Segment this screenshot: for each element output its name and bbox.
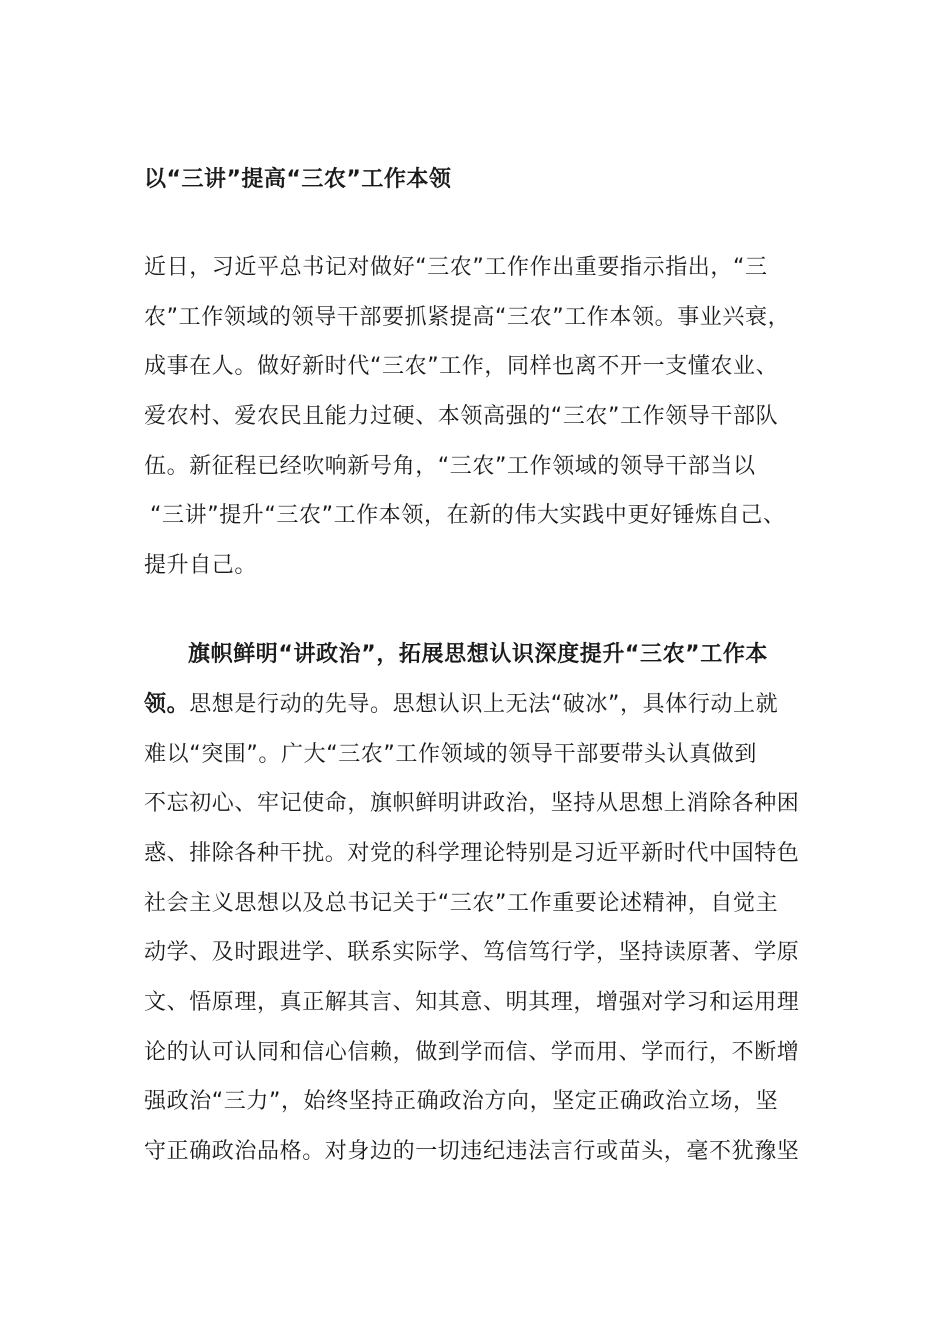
paragraph-1-line-5: 伍。新征程已经吹响新号角，“三农”工作领域的领导干部当以 bbox=[144, 454, 756, 479]
paragraph-1-line-7: 提升自己。 bbox=[144, 553, 258, 578]
paragraph-2-line-10: 守正确政治品格。对身边的一切违纪违法言行或苗头，毫不犹豫坚 bbox=[144, 1139, 800, 1164]
paragraph-2-line-7: 文、悟原理，真正解其言、知其意、明其理，增强对学习和运用理 bbox=[144, 990, 800, 1015]
paragraph-1-line-6: “三讲”提升“三农”工作本领，在新的伟大实践中更好锤炼自己、 bbox=[150, 503, 786, 528]
paragraph-1-line-3: 成事在人。做好新时代“三农”工作，同样也离不开一支懂农业、 bbox=[144, 354, 779, 379]
document-title: 以“三讲”提高“三农”工作本领 bbox=[144, 167, 452, 192]
paragraph-2-heading: 旗帜鲜明“讲政治”，拓展思想认识深度提升“三农”工作本 bbox=[188, 642, 769, 667]
paragraph-2-line-1 bbox=[144, 690, 778, 720]
paragraph-2-line-9: 强政治“三力”，始终坚持正确政治方向，坚定正确政治立场，坚 bbox=[144, 1089, 779, 1114]
paragraph-1-line-4: 爱农村、爱农民且能力过硬、本领高强的“三农”工作领导干部队 bbox=[144, 404, 779, 429]
paragraph-2-line-3: 不忘初心、牢记使命，旗帜鲜明讲政治，坚持从思想上消除各种困 bbox=[144, 791, 800, 816]
paragraph-1-line-2: 农”工作领域的领导干部要抓紧提高“三农”工作本领。事业兴衰， bbox=[144, 305, 791, 330]
paragraph-2-line-6: 动学、及时跟进学、联系实际学、笃信笃行学，坚持读原著、学原 bbox=[144, 940, 800, 965]
paragraph-2-line-1-text: 思想是行动的先导。思想认识上无法“破冰”，具体行动上就 bbox=[189, 692, 779, 717]
paragraph-2-line-8: 论的认可认同和信心信赖，做到学而信、学而用、学而行，不断增 bbox=[144, 1040, 800, 1065]
paragraph-2-line-2: 难以“突围”。广大“三农”工作领域的领导干部要带头认真做到 bbox=[144, 742, 757, 767]
paragraph-2-line-4: 惑、排除各种干扰。对党的科学理论特别是习近平新时代中国特色 bbox=[144, 841, 800, 866]
paragraph-2-line-5: 社会主义思想以及总书记关于“三农”工作重要论述精神，自觉主 bbox=[144, 891, 779, 916]
paragraph-1-line-1: 近日，习近平总书记对做好“三农”工作作出重要指示指出，“三 bbox=[144, 255, 768, 280]
paragraph-2-heading-end: 领。 bbox=[144, 692, 190, 717]
